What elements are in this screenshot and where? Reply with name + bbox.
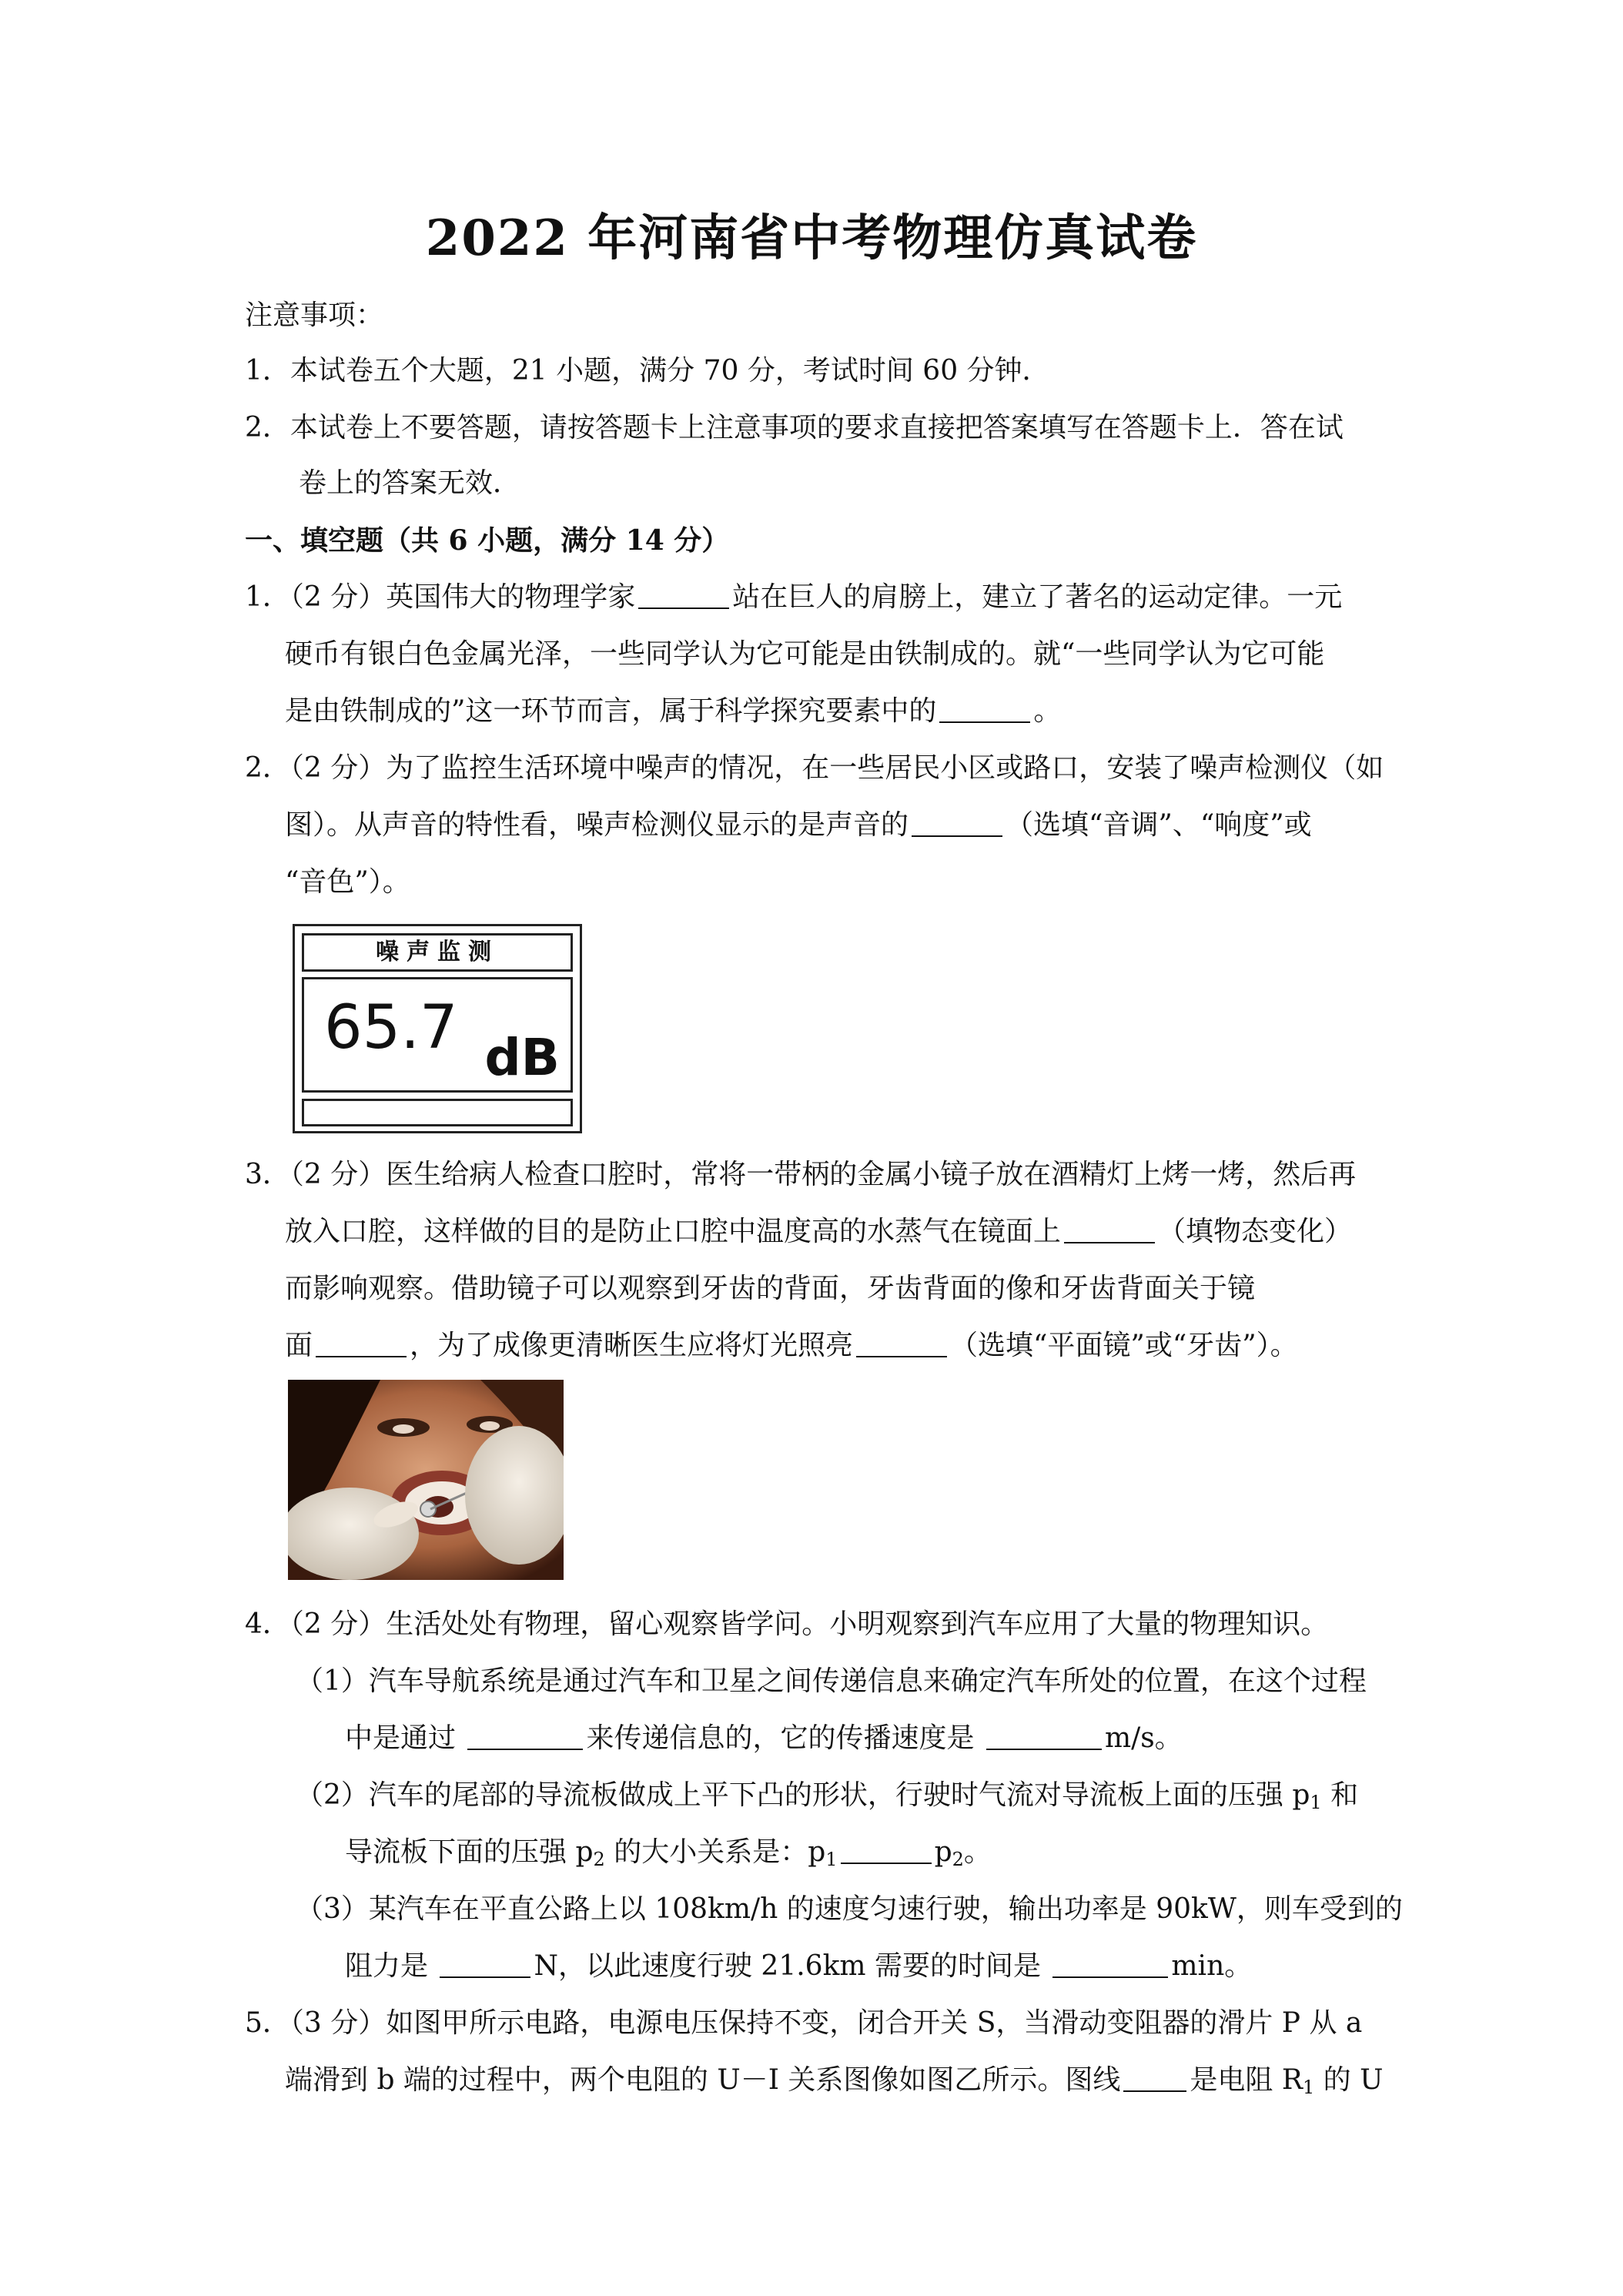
dental-exam-image: [288, 1380, 564, 1580]
answer-blank: [856, 1333, 947, 1357]
noise-meter-display: [302, 977, 573, 1093]
notice-item-2: 2．本试卷上不要答题，请按答题卡上注意事项的要求直接把答案填写在答题卡上．答在试: [245, 412, 1344, 443]
question-4-line-1: 4．（2 分）生活处处有物理，留心观察皆学问。小明观察到汽车应用了大量的物理知识。: [245, 1608, 1329, 1640]
question-4-part-2-line-1: （2）汽车的尾部的导流板做成上平下凸的形状，行驶时气流对导流板上面的压强 $p_1$ 和: [296, 1779, 1359, 1813]
question-1-line-1: 1．（2 分）英国伟大的物理学家 站在巨人的肩膀上，建立了著名的运动定律。一元: [245, 581, 1343, 613]
answer-blank: [912, 812, 1002, 837]
question-1-line-2: 硬币有银白色金属光泽，一些同学认为它可能是由铁制成的。就“一些同学认为它可能: [285, 638, 1325, 670]
notice-heading: 注意事项：: [245, 300, 384, 331]
question-4-part-1-line-2: 中是通过 来传递信息的，它的传播速度是 m/s。: [345, 1722, 1183, 1754]
question-4-part-3-line-2: 阻力是 N，以此速度行驶 21.6km 需要的时间是 min。: [345, 1950, 1253, 1982]
noise-meter-value: 65.7: [324, 993, 458, 1063]
noise-meter-label: 噪声监测: [302, 933, 573, 972]
question-2-line-3: “音色”）。: [285, 866, 410, 898]
section-heading: 一、填空题（共 6 小题，满分 14 分）: [245, 524, 730, 557]
question-3-line-1: 3．（2 分）医生给病人检查口腔时，常将一带柄的金属小镜子放在酒精灯上烤一烤，然后再: [245, 1159, 1357, 1190]
question-2-line-1: 2．（2 分）为了监控生活环境中噪声的情况，在一些居民小区或路口，安装了噪声检测仪（如: [245, 752, 1384, 784]
dental-exam-photo: [288, 1380, 564, 1580]
answer-blank: [638, 584, 729, 609]
answer-blank: [986, 1725, 1102, 1750]
question-5-line-2: 端滑到 b 端的过程中，两个电阻的 U－I 关系图像如图乙所示。图线 是电阻 $R_1$ 的 U: [285, 2064, 1384, 2098]
notice-item-2-cont: 卷上的答案无效．: [299, 467, 521, 499]
noise-meter-figure: [293, 924, 582, 1133]
answer-blank: [440, 1953, 530, 1978]
answer-blank: [1064, 1219, 1155, 1243]
question-3-line-4: 面 ，为了成像更清晰医生应将灯光照亮 （选填“平面镜”或“牙齿”）。: [285, 1330, 1298, 1361]
question-4-part-2-line-2: 导流板下面的压强 $p_2$ 的大小关系是：$p_1$ $p_2$。: [345, 1836, 992, 1870]
answer-blank: [1123, 2067, 1186, 2092]
answer-blank: [316, 1333, 407, 1357]
noise-meter-footer: [302, 1099, 573, 1126]
page-title: 2022 年河南省中考物理仿真试卷: [425, 209, 1198, 267]
question-1-line-3: 是由铁制成的”这一环节而言，属于科学探究要素中的 。: [285, 695, 1062, 727]
answer-blank: [1052, 1953, 1168, 1978]
question-4-part-3-line-1: （3）某汽车在平直公路上以 108km/h 的速度匀速行驶，输出功率是 90kW，则车受到的: [296, 1893, 1403, 1925]
question-5-line-1: 5．（3 分）如图甲所示电路，电源电压保持不变，闭合开关 S，当滑动变阻器的滑片 P 从 a: [245, 2007, 1363, 2039]
noise-meter-unit: dB: [484, 1028, 560, 1087]
question-4-part-1-line-1: （1）汽车导航系统是通过汽车和卫星之间传递信息来确定汽车所处的位置，在这个过程: [296, 1665, 1367, 1697]
notice-item-1: 1．本试卷五个大题，21 小题，满分 70 分，考试时间 60 分钟．: [245, 355, 1050, 387]
question-2-line-2: 图）。从声音的特性看，噪声检测仪显示的是声音的 （选填“音调”、“响度”或: [285, 809, 1312, 841]
answer-blank: [841, 1839, 932, 1864]
answer-blank: [467, 1725, 583, 1750]
question-3-line-3: 而影响观察。借助镜子可以观察到牙齿的背面，牙齿背面的像和牙齿背面关于镜: [285, 1273, 1256, 1304]
question-3-line-2: 放入口腔，这样做的目的是防止口腔中温度高的水蒸气在镜面上 （填物态变化）: [285, 1216, 1353, 1247]
answer-blank: [939, 698, 1030, 723]
